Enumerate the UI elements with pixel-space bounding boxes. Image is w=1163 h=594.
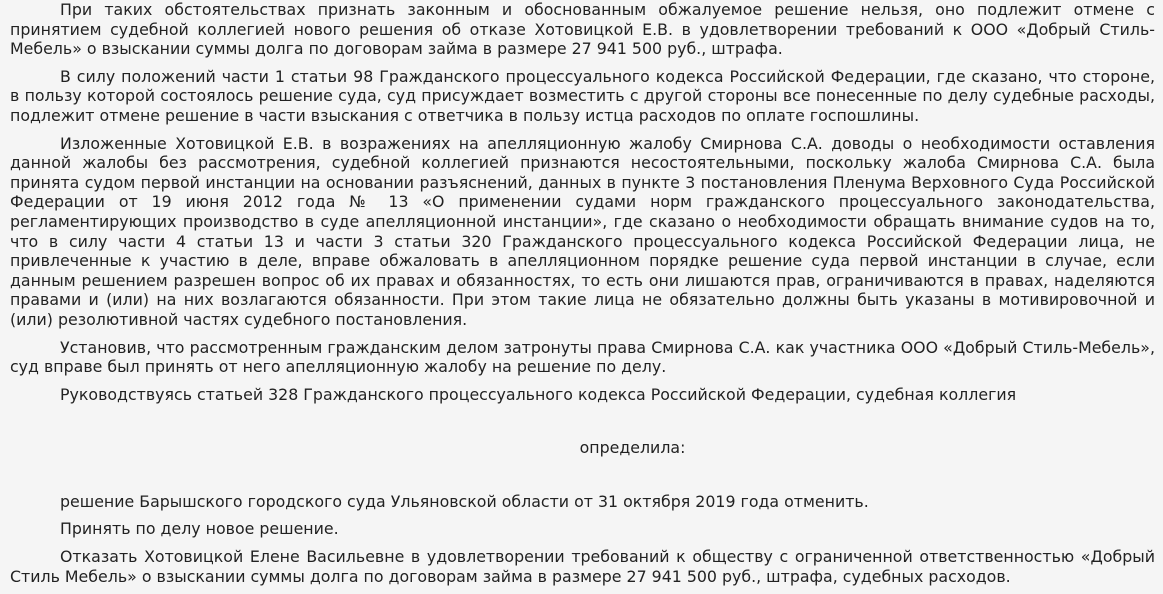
document-body — [10, 0, 1155, 594]
paragraph: Принять по делу новое решение. — [60, 519, 339, 539]
paragraph: При таких обстоятельствах признать законным и обоснованным обжалуемое решение нельзя, оно подлежит отмене с принятием судебной коллегией нового решения об отказе Хотовицкой Е.В. в удовлетворении требований к ООО «Добрый Стиль-Мебель» о взыскании суммы долга по договорам займа в размере 27 941 500 руб., штрафа. — [10, 0, 1155, 59]
paragraph: Отказать Хотовицкой Елене Васильевне в удовлетворении требований к обществу с ограниченной ответственностью «Добрый Стиль Мебель» о взыскании суммы долга по договорам займа в размере 27 941 500 руб., штрафа, судебных расходов. — [10, 547, 1155, 586]
paragraph: Установив, что рассмотренным гражданским делом затронуты права Смирнова С.А. как участника ООО «Добрый Стиль-Мебель», суд вправе был принять от него апелляционную жалобу на решение по делу. — [10, 337, 1155, 377]
resolution-heading: определила: — [579, 438, 686, 458]
paragraph: Изложенные Хотовицкой Е.В. в возражениях на апелляционную жалобу Смирнова С.А. доводы о необходимости оставления данной жалобы без рассмотрения, судебной коллегией признаются несостоятельными, поскольку жалоба Смирнова С.А. была принята судом первой инстанции на основании разъяснений, данных в пункте 3 постановления Пленума Верховного Суда Российской Федерации от 19 июня 2012 года № 13 «О применении судами норм гражданского процессуального законодательства, регламентирующих производство в суде апелляционной инстанции», где сказано о необходимости обращать внимание судов на то, что в силу части 4 статьи 13 и части 3 статьи 320 Гражданского процессуального кодекса Российской Федерации лица, не привлеченные к участию в деле, вправе обжаловать в апелляционном порядке решение суда первой инстанции в случае, если данным решением разрешен вопрос об их правах и обязанностях, то есть они лишаются прав, ограничиваются в правах, наделяются правами и (или) на них возлагаются обязанности. При этом такие лица не обязательно должны быть указаны в мотивировочной и (или) резолютивной частях судебного постановления. — [10, 133, 1155, 329]
paragraph: В силу положений части 1 статьи 98 Гражданского процессуального кодекса Российской Федерации, где сказано, что стороне, в пользу которой состоялось решение суда, суд присуждает возместить с другой стороны все понесенные по делу судебные расходы, подлежит отмене решение в части взыскания с ответчика в пользу истца расходов по оплате госпошлины. — [10, 66, 1155, 125]
paragraph: решение Барышского городского суда Ульяновской области от 31 октября 2019 года отменить. — [60, 491, 869, 511]
paragraph: Руководствуясь статьей 328 Гражданского процессуального кодекса Российской Федерации, судебная коллегия — [60, 384, 1017, 404]
